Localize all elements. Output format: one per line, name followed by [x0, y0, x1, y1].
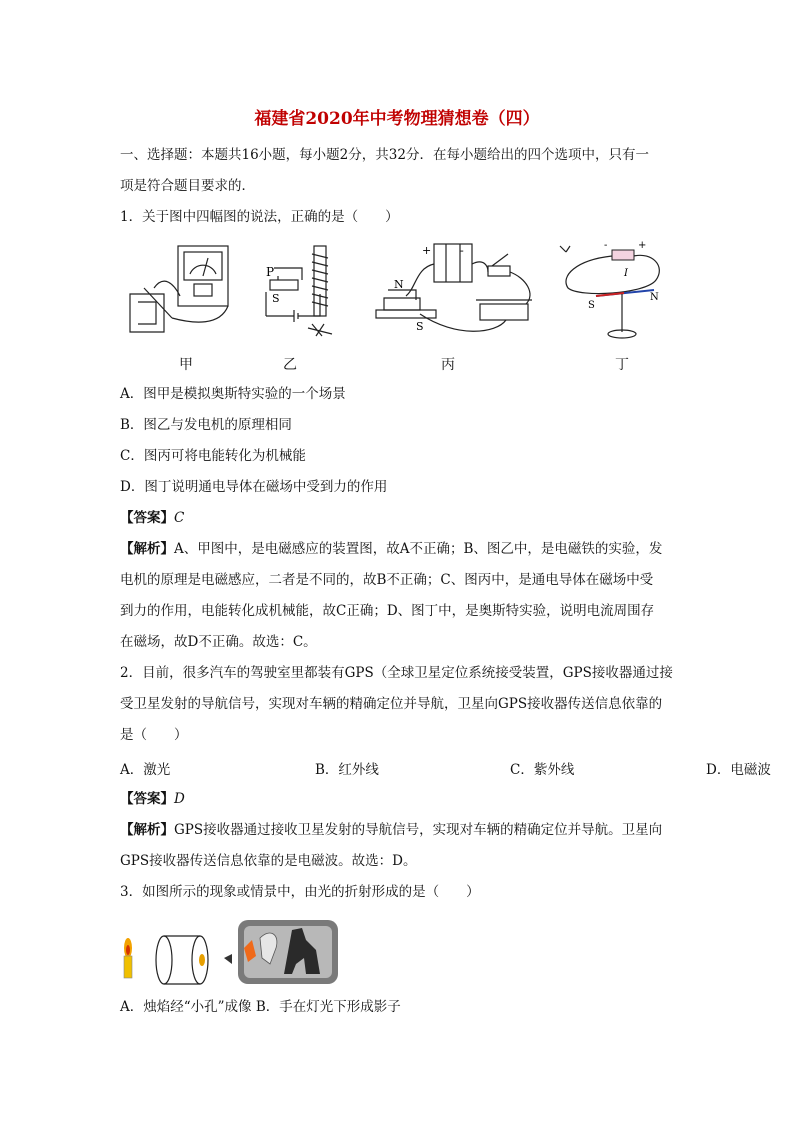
label-plus-ding: + [638, 240, 647, 251]
q2-answer [120, 789, 185, 809]
label-minus-ding: - [604, 240, 608, 251]
label-s: S [272, 292, 280, 305]
caption-bing: 丙 [441, 357, 455, 373]
label-s-bing: S [416, 320, 424, 333]
figure-jia [124, 244, 234, 344]
figure-yi [262, 240, 342, 340]
q2-option-a: A．激光 [120, 762, 171, 778]
answer-label: 【答案】 [120, 510, 174, 526]
figure-bing [376, 238, 540, 342]
q1-stem: 1．关于图中四幅图的说法，正确的是（ ） [120, 209, 399, 225]
label-minus: - [460, 244, 464, 257]
q2-stem-line-1: 2．目前，很多汽车的驾驶室里都装有GPS（全球卫星定位系统接受装置，GPS接收器通过接 [120, 665, 673, 681]
q2-analysis-line-2: GPS接收器传送信息依靠的是电磁波。故选：D。 [120, 853, 417, 869]
q1-answer [120, 508, 184, 528]
q2-stem-line-3: 是（ ） [120, 727, 188, 743]
q1-option-b: B．图乙与发电机的原理相同 [120, 417, 292, 433]
q1-analysis-line-1: 【解析】A、甲图中，是电磁感应的装置图，故A不正确；B、图乙中，是电磁铁的实验，发 [120, 541, 663, 557]
q1-option-a: A．图甲是模拟奥斯特实验的一个场景 [120, 386, 346, 402]
label-i: I [624, 268, 628, 279]
figure-candle-pinhole [120, 918, 340, 988]
label-s-ding: S [588, 300, 595, 311]
q1-analysis-line-2: 电机的原理是电磁感应，二者是不同的，故B不正确；C、图丙中，是通电导体在磁场中受 [120, 572, 654, 588]
q1-analysis-line-3: 到力的作用，电能转化成机械能，故C正确；D、图丁中，是奥斯特实验，说明电流周围存 [120, 603, 655, 619]
label-plus: + [422, 244, 432, 257]
page-title: 福建省2020年中考物理猜想卷（四） [254, 109, 540, 129]
caption-jia: 甲 [179, 357, 193, 373]
caption-ding: 丁 [615, 357, 629, 373]
q3-options-line: A．烛焰经“小孔”成像 B．手在灯光下形成影子 [120, 999, 401, 1015]
label-p: P [266, 265, 275, 279]
figure-ding [556, 236, 676, 346]
section-intro-line-2: 项是符合题目要求的． [120, 178, 255, 194]
q3-stem: 3．如图所示的现象或情景中，由光的折射形成的是（ ） [120, 884, 480, 900]
label-n: N [394, 278, 404, 291]
q1-option-d: D．图丁说明通电导体在磁场中受到力的作用 [120, 479, 388, 495]
caption-yi: 乙 [283, 357, 297, 373]
answer-value: D [174, 791, 185, 807]
q2-stem-line-2: 受卫星发射的导航信号，实现对车辆的精确定位并导航，卫星向GPS接收器传送信息依靠的 [120, 696, 663, 712]
q1-option-c: C．图丙可将电能转化为机械能 [120, 448, 306, 464]
section-intro-line-1: 一、选择题：本题共16小题，每小题2分，共32分．在每小题给出的四个选项中，只有一 [120, 147, 649, 163]
q1-analysis-line-4: 在磁场，故D不正确。故选：C。 [120, 634, 317, 650]
analysis-label: 【解析】 [120, 541, 174, 557]
q2-option-c: C．紫外线 [510, 762, 575, 778]
q2-option-b: B．红外线 [315, 762, 379, 778]
answer-label: 【答案】 [120, 791, 174, 807]
q2-option-d: D．电磁波 [706, 762, 771, 778]
answer-value: C [174, 510, 185, 526]
q2-analysis-line-1: 【解析】GPS接收器通过接收卫星发射的导航信号，实现对车辆的精确定位并导航。卫星向 [120, 822, 663, 838]
analysis-label: 【解析】 [120, 822, 174, 838]
label-n-ding: N [650, 292, 659, 303]
